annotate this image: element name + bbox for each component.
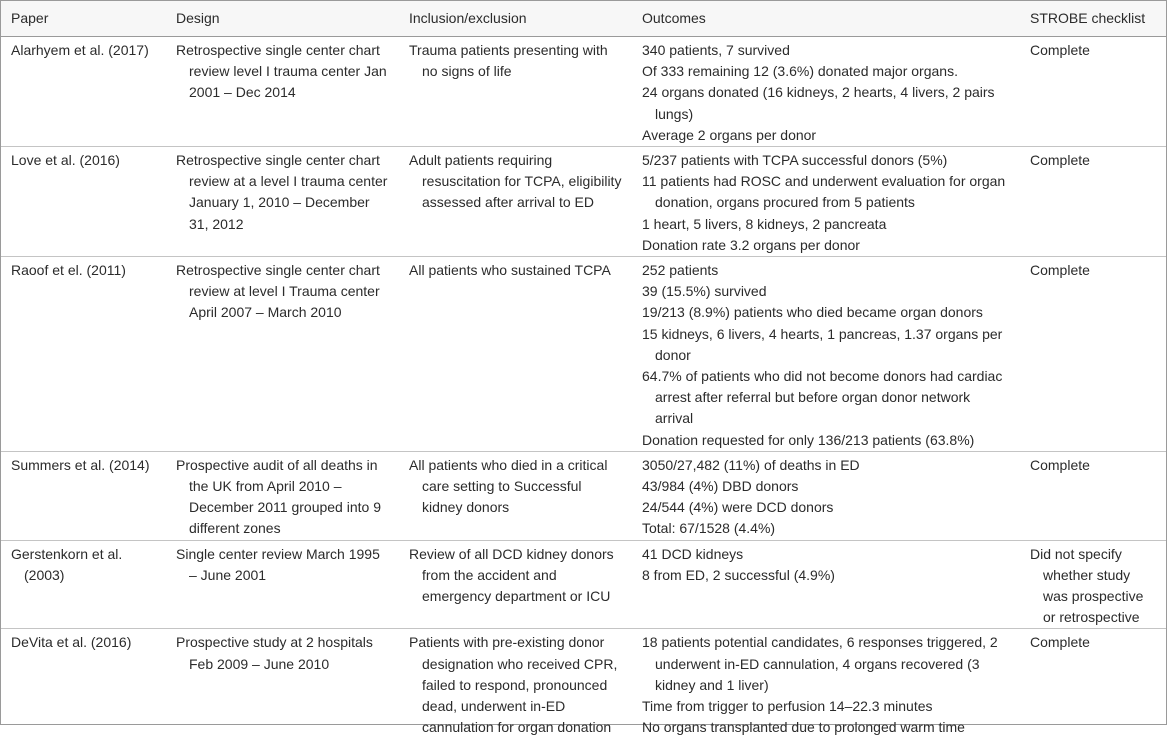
outcome-line: 64.7% of patients who did not become donors had cardiac arrest after referral but before organ donor network arrival bbox=[642, 368, 1003, 427]
design-cell bbox=[166, 629, 399, 739]
inclusion-cell bbox=[399, 147, 632, 257]
strobe-text: Complete bbox=[1030, 262, 1090, 279]
paper-cell bbox=[1, 37, 166, 147]
table-row bbox=[1, 147, 1166, 257]
design-text: Prospective audit of all deaths in the UK from April 2010 – December 2011 grouped into 9 different zones bbox=[176, 456, 381, 537]
design-text: Retrospective single center chart review level I trauma center Jan 2001 – Dec 2014 bbox=[176, 42, 387, 101]
paper-text: DeVita et al. (2016) bbox=[11, 634, 132, 651]
strobe-text: Did not specify whether study was prospective or retrospective bbox=[1030, 545, 1144, 626]
header-design: Design bbox=[166, 1, 399, 37]
table-row bbox=[1, 629, 1166, 739]
outcomes-cell bbox=[632, 451, 1020, 540]
table-header bbox=[1, 1, 1166, 37]
design-text: Prospective study at 2 hospitals Feb 2009 – June 2010 bbox=[176, 634, 373, 672]
strobe-text: Complete bbox=[1030, 42, 1090, 58]
table-body bbox=[1, 37, 1166, 739]
table-row bbox=[1, 37, 1166, 147]
strobe-cell bbox=[1020, 147, 1166, 257]
paper-cell bbox=[1, 257, 166, 452]
design-cell bbox=[166, 37, 399, 147]
design-text: Single center review March 1995 – June 2001 bbox=[176, 545, 380, 583]
outcomes-cell bbox=[632, 147, 1020, 257]
inclusion-text: Adult patients requiring resuscitation for TCPA, eligibility assessed after arrival to ED bbox=[409, 152, 622, 211]
outcome-line: Of 333 remaining 12 (3.6%) donated major organs. bbox=[642, 63, 958, 80]
design-cell bbox=[166, 540, 399, 629]
outcome-line: 5/237 patients with TCPA successful donors (5%) bbox=[642, 152, 948, 169]
inclusion-text: All patients who died in a critical care setting to Successful kidney donors bbox=[409, 456, 608, 516]
table-row bbox=[1, 540, 1166, 629]
paper-text: Summers et al. (2014) bbox=[11, 456, 150, 473]
header-strobe: STROBE checklist bbox=[1020, 1, 1166, 37]
strobe-text: Complete bbox=[1030, 634, 1090, 651]
inclusion-cell bbox=[399, 451, 632, 540]
inclusion-text: All patients who sustained TCPA bbox=[409, 262, 611, 279]
table-row bbox=[1, 257, 1166, 452]
outcomes-cell bbox=[632, 37, 1020, 147]
inclusion-cell bbox=[399, 629, 632, 739]
design-text: Retrospective single center chart review at a level I trauma center January 1, 2010 – December 31, 2012 bbox=[176, 152, 388, 232]
header-inclusion: Inclusion/exclusion bbox=[399, 1, 632, 37]
design-text: Retrospective single center chart review at level I Trauma center April 2007 – March 2010 bbox=[176, 262, 380, 321]
inclusion-text: Patients with pre-existing donor designation who received CPR, failed to respond, pronounced dead, underwent in-ED cannulation for organ donation bbox=[409, 634, 618, 736]
outcomes-cell bbox=[632, 257, 1020, 452]
strobe-text: Complete bbox=[1030, 456, 1090, 473]
outcome-line: 39 (15.5%) survived bbox=[642, 283, 767, 300]
outcome-line: Donation rate 3.2 organs per donor bbox=[642, 236, 860, 253]
header-outcomes: Outcomes bbox=[632, 1, 1020, 37]
inclusion-cell bbox=[399, 257, 632, 452]
paper-cell bbox=[1, 147, 166, 257]
outcome-line: 3050/27,482 (11%) of deaths in ED bbox=[642, 456, 860, 473]
outcome-line: 1 heart, 5 livers, 8 kidneys, 2 pancreata bbox=[642, 215, 887, 232]
paper-text: Gerstenkorn et al. (2003) bbox=[11, 545, 123, 583]
outcome-line: 24/544 (4%) were DCD donors bbox=[642, 499, 834, 516]
outcome-line: 19/213 (8.9%) patients who died became organ donors bbox=[642, 304, 983, 321]
strobe-cell bbox=[1020, 451, 1166, 540]
outcome-line: 24 organs donated (16 kidneys, 2 hearts, 4 livers, 2 pairs lungs) bbox=[642, 84, 995, 122]
inclusion-cell bbox=[399, 540, 632, 629]
outcome-line: Total: 67/1528 (4.4%) bbox=[642, 520, 776, 537]
studies-table bbox=[1, 1, 1166, 739]
strobe-cell bbox=[1020, 629, 1166, 739]
outcome-line: 8 from ED, 2 successful (4.9%) bbox=[642, 566, 835, 583]
strobe-cell bbox=[1020, 540, 1166, 629]
paper-cell bbox=[1, 540, 166, 629]
outcome-line: Time from trigger to perfusion 14–22.3 minutes bbox=[642, 698, 933, 715]
outcome-line: Donation requested for only 136/213 patients (63.8%) bbox=[642, 431, 975, 448]
paper-cell bbox=[1, 451, 166, 540]
outcome-line: 15 kidneys, 6 livers, 4 hearts, 1 pancreas, 1.37 organs per donor bbox=[642, 325, 1003, 363]
outcomes-cell bbox=[632, 540, 1020, 629]
outcome-line: 43/984 (4%) DBD donors bbox=[642, 478, 799, 495]
strobe-text: Complete bbox=[1030, 152, 1090, 169]
inclusion-text: Trauma patients presenting with no signs of life bbox=[409, 42, 608, 80]
header-row bbox=[1, 1, 1166, 37]
header-paper: Paper bbox=[1, 1, 166, 37]
outcome-line: Average 2 organs per donor bbox=[642, 126, 817, 143]
outcome-line: 18 patients potential candidates, 6 responses triggered, 2 underwent in-ED cannulation, 4 organs recovered (3 kidney and 1 liver) bbox=[642, 634, 998, 693]
outcome-line: 340 patients, 7 survived bbox=[642, 42, 790, 58]
design-cell bbox=[166, 147, 399, 257]
outcome-line: 11 patients had ROSC and underwent evaluation for organ donation, organs procured from 5 patients bbox=[642, 173, 1006, 211]
inclusion-cell bbox=[399, 37, 632, 147]
paper-text: Raoof et el. (2011) bbox=[11, 262, 126, 279]
outcome-line: No organs transplanted due to prolonged warm time bbox=[642, 719, 965, 736]
paper-text: Love et al. (2016) bbox=[11, 152, 120, 169]
design-cell bbox=[166, 451, 399, 540]
strobe-cell bbox=[1020, 37, 1166, 147]
table-row bbox=[1, 451, 1166, 540]
outcome-line: 252 patients bbox=[642, 262, 719, 279]
paper-cell bbox=[1, 629, 166, 739]
outcome-line: 41 DCD kidneys bbox=[642, 545, 744, 562]
inclusion-text: Review of all DCD kidney donors from the accident and emergency department or ICU bbox=[409, 545, 614, 605]
design-cell bbox=[166, 257, 399, 452]
outcomes-cell bbox=[632, 629, 1020, 739]
paper-text: Alarhyem et al. (2017) bbox=[11, 42, 149, 58]
strobe-cell bbox=[1020, 257, 1166, 452]
